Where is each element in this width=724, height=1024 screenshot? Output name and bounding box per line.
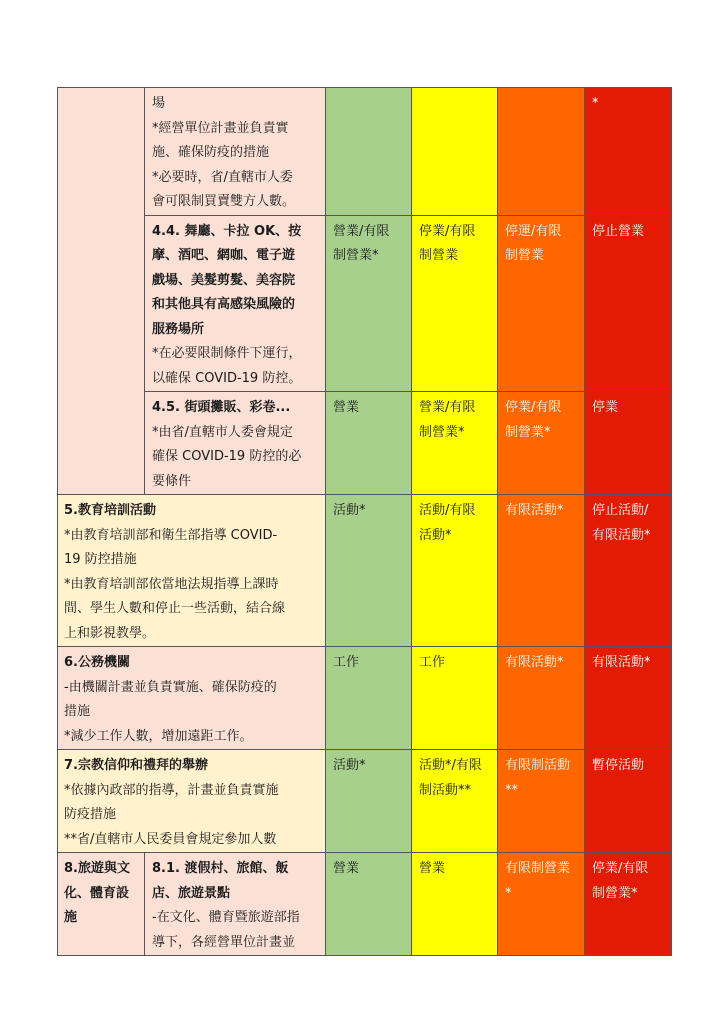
level-yellow-cell — [412, 392, 498, 495]
level-green-cell — [326, 215, 412, 392]
level-text: 停業 — [592, 400, 619, 415]
desc-line: 措施 — [64, 704, 91, 719]
level-text: 營業/有限 制營業* — [333, 223, 390, 263]
activity-title: 5.教育培訓活動 — [64, 503, 156, 518]
desc-line: *由教育培訓部依當地法規指導上課時 — [64, 576, 279, 592]
level-green-cell — [326, 647, 412, 750]
desc-line: 以確保 COVID-19 防控。 — [152, 370, 302, 386]
level-text: 有限活動* — [592, 655, 651, 670]
desc-line: 間、學生人數和停止一些活動，結合線 — [64, 601, 286, 616]
desc-line: -由機關計畫並負責實施、確保防疫的 — [64, 679, 277, 695]
level-yellow-cell — [412, 750, 498, 853]
table-row — [58, 215, 672, 392]
activity-cell — [58, 647, 326, 750]
level-orange-cell — [498, 392, 585, 495]
level-yellow-cell — [412, 495, 498, 647]
activity-cell — [58, 495, 326, 647]
covid-measures-table — [57, 87, 672, 956]
level-orange-cell — [498, 647, 585, 750]
category-cell-empty — [58, 88, 145, 495]
level-yellow-cell — [412, 647, 498, 750]
level-text: 停止營業 — [592, 223, 645, 239]
desc-line: *由教育培訓部和衛生部指導 COVID- — [64, 527, 278, 543]
activity-title: 戲場、美髮剪髮、美容院 — [152, 272, 296, 288]
category-title: 化、體育設 — [64, 885, 130, 901]
activity-title: 服務場所 — [152, 321, 205, 337]
level-text: 活動* — [333, 503, 366, 518]
level-green-cell — [326, 88, 412, 216]
desc-line: *依據內政部的指導，計畫並負責實施 — [64, 782, 279, 798]
level-red-cell — [585, 215, 672, 392]
level-text: 活動/有限 活動* — [419, 503, 476, 543]
level-text: 暫停活動 — [592, 758, 645, 773]
level-orange-cell — [498, 853, 585, 956]
desc-line: *由省/直轄市人委會規定 — [152, 424, 293, 440]
level-text: 營業 — [419, 861, 446, 876]
level-text: 活動*/有限 制活動** — [419, 758, 482, 798]
level-red-cell — [585, 853, 672, 956]
activity-title: 店、旅遊景點 — [152, 885, 231, 901]
desc-line: 防疫措施 — [64, 807, 117, 822]
table-row — [58, 392, 672, 495]
desc-line: 要條件 — [152, 473, 192, 489]
desc-line: 確保 COVID-19 防控的必 — [152, 449, 302, 464]
level-text: 有限活動* — [505, 503, 564, 518]
category-title: 8.旅遊與文 — [64, 861, 130, 876]
level-red-cell — [585, 647, 672, 750]
desc-line: 19 防控措施 — [64, 552, 137, 567]
desc-line: *必要時，省/直轄市人委 — [152, 169, 293, 185]
activity-cell — [145, 88, 326, 216]
level-green-cell — [326, 495, 412, 647]
table-row — [58, 495, 672, 647]
activity-cell — [145, 215, 326, 392]
level-red-cell — [585, 750, 672, 853]
desc-line: -在文化、體育暨旅遊部指 — [152, 910, 300, 925]
level-text: 活動* — [333, 758, 366, 773]
category-cell — [58, 853, 145, 956]
level-text: 營業/有限 制營業* — [419, 400, 476, 440]
desc-line: 場 — [152, 96, 166, 111]
level-text: 有限制活動 ** — [505, 758, 571, 798]
level-text: 工作 — [333, 655, 360, 670]
level-green-cell — [326, 392, 412, 495]
desc-line: *經營單位計畫並負責實 — [152, 120, 289, 136]
desc-line: 導下，各經營單位計畫並 — [152, 934, 296, 950]
level-text: 停止活動/ 有限活動* — [592, 503, 651, 543]
level-orange-cell — [498, 215, 585, 392]
activity-title: 4.5. 街頭攤販、彩卷... — [152, 400, 291, 415]
level-orange-cell — [498, 88, 585, 216]
table-row — [58, 750, 672, 853]
activity-cell — [145, 853, 326, 956]
level-orange-cell — [498, 495, 585, 647]
table-row — [58, 647, 672, 750]
desc-line: 會可限制買賣雙方人數。 — [152, 194, 296, 209]
level-text: 停業/有限 制營業* — [592, 861, 649, 901]
level-yellow-cell — [412, 215, 498, 392]
level-green-cell — [326, 750, 412, 853]
desc-line: *減少工作人數，增加遠距工作。 — [64, 728, 253, 744]
activity-title: 7.宗教信仰和禮拜的舉辦 — [64, 758, 208, 773]
desc-line: 施、確保防疫的措施 — [152, 145, 270, 160]
level-text: 營業 — [333, 400, 360, 415]
activity-title: 4.4. 舞廳、卡拉 OK、按 — [152, 223, 302, 239]
desc-line: *在必要限制條件下運行， — [152, 346, 302, 361]
table-row — [58, 853, 672, 956]
activity-title: 6.公務機關 — [64, 655, 130, 670]
desc-line: 上和影視教學。 — [64, 625, 156, 641]
desc-line: **省/直轄市人民委員會規定參加人數 — [64, 831, 277, 847]
table-row — [58, 88, 672, 216]
activity-title: 8.1. 渡假村、旅館、飯 — [152, 861, 289, 876]
activity-title: 摩、酒吧、網咖、電子遊 — [152, 248, 296, 263]
level-red-cell: * — [585, 88, 672, 216]
activity-title: 和其他具有高感染風險的 — [152, 297, 296, 312]
level-orange-cell — [498, 750, 585, 853]
level-text: 有限制營業 * — [505, 861, 571, 901]
activity-cell — [145, 392, 326, 495]
level-text: 停業/有限 制營業* — [505, 400, 562, 440]
activity-cell — [58, 750, 326, 853]
level-red-cell — [585, 392, 672, 495]
level-text: 營業 — [333, 861, 360, 876]
level-green-cell — [326, 853, 412, 956]
level-text: 停運/有限 制營業 — [505, 223, 562, 263]
category-title: 施 — [64, 910, 78, 925]
level-yellow-cell — [412, 853, 498, 956]
level-yellow-cell — [412, 88, 498, 216]
level-text: 停業/有限 制營業 — [419, 223, 476, 263]
level-text: 工作 — [419, 655, 446, 670]
level-text: 有限活動* — [505, 655, 564, 670]
level-red-cell — [585, 495, 672, 647]
